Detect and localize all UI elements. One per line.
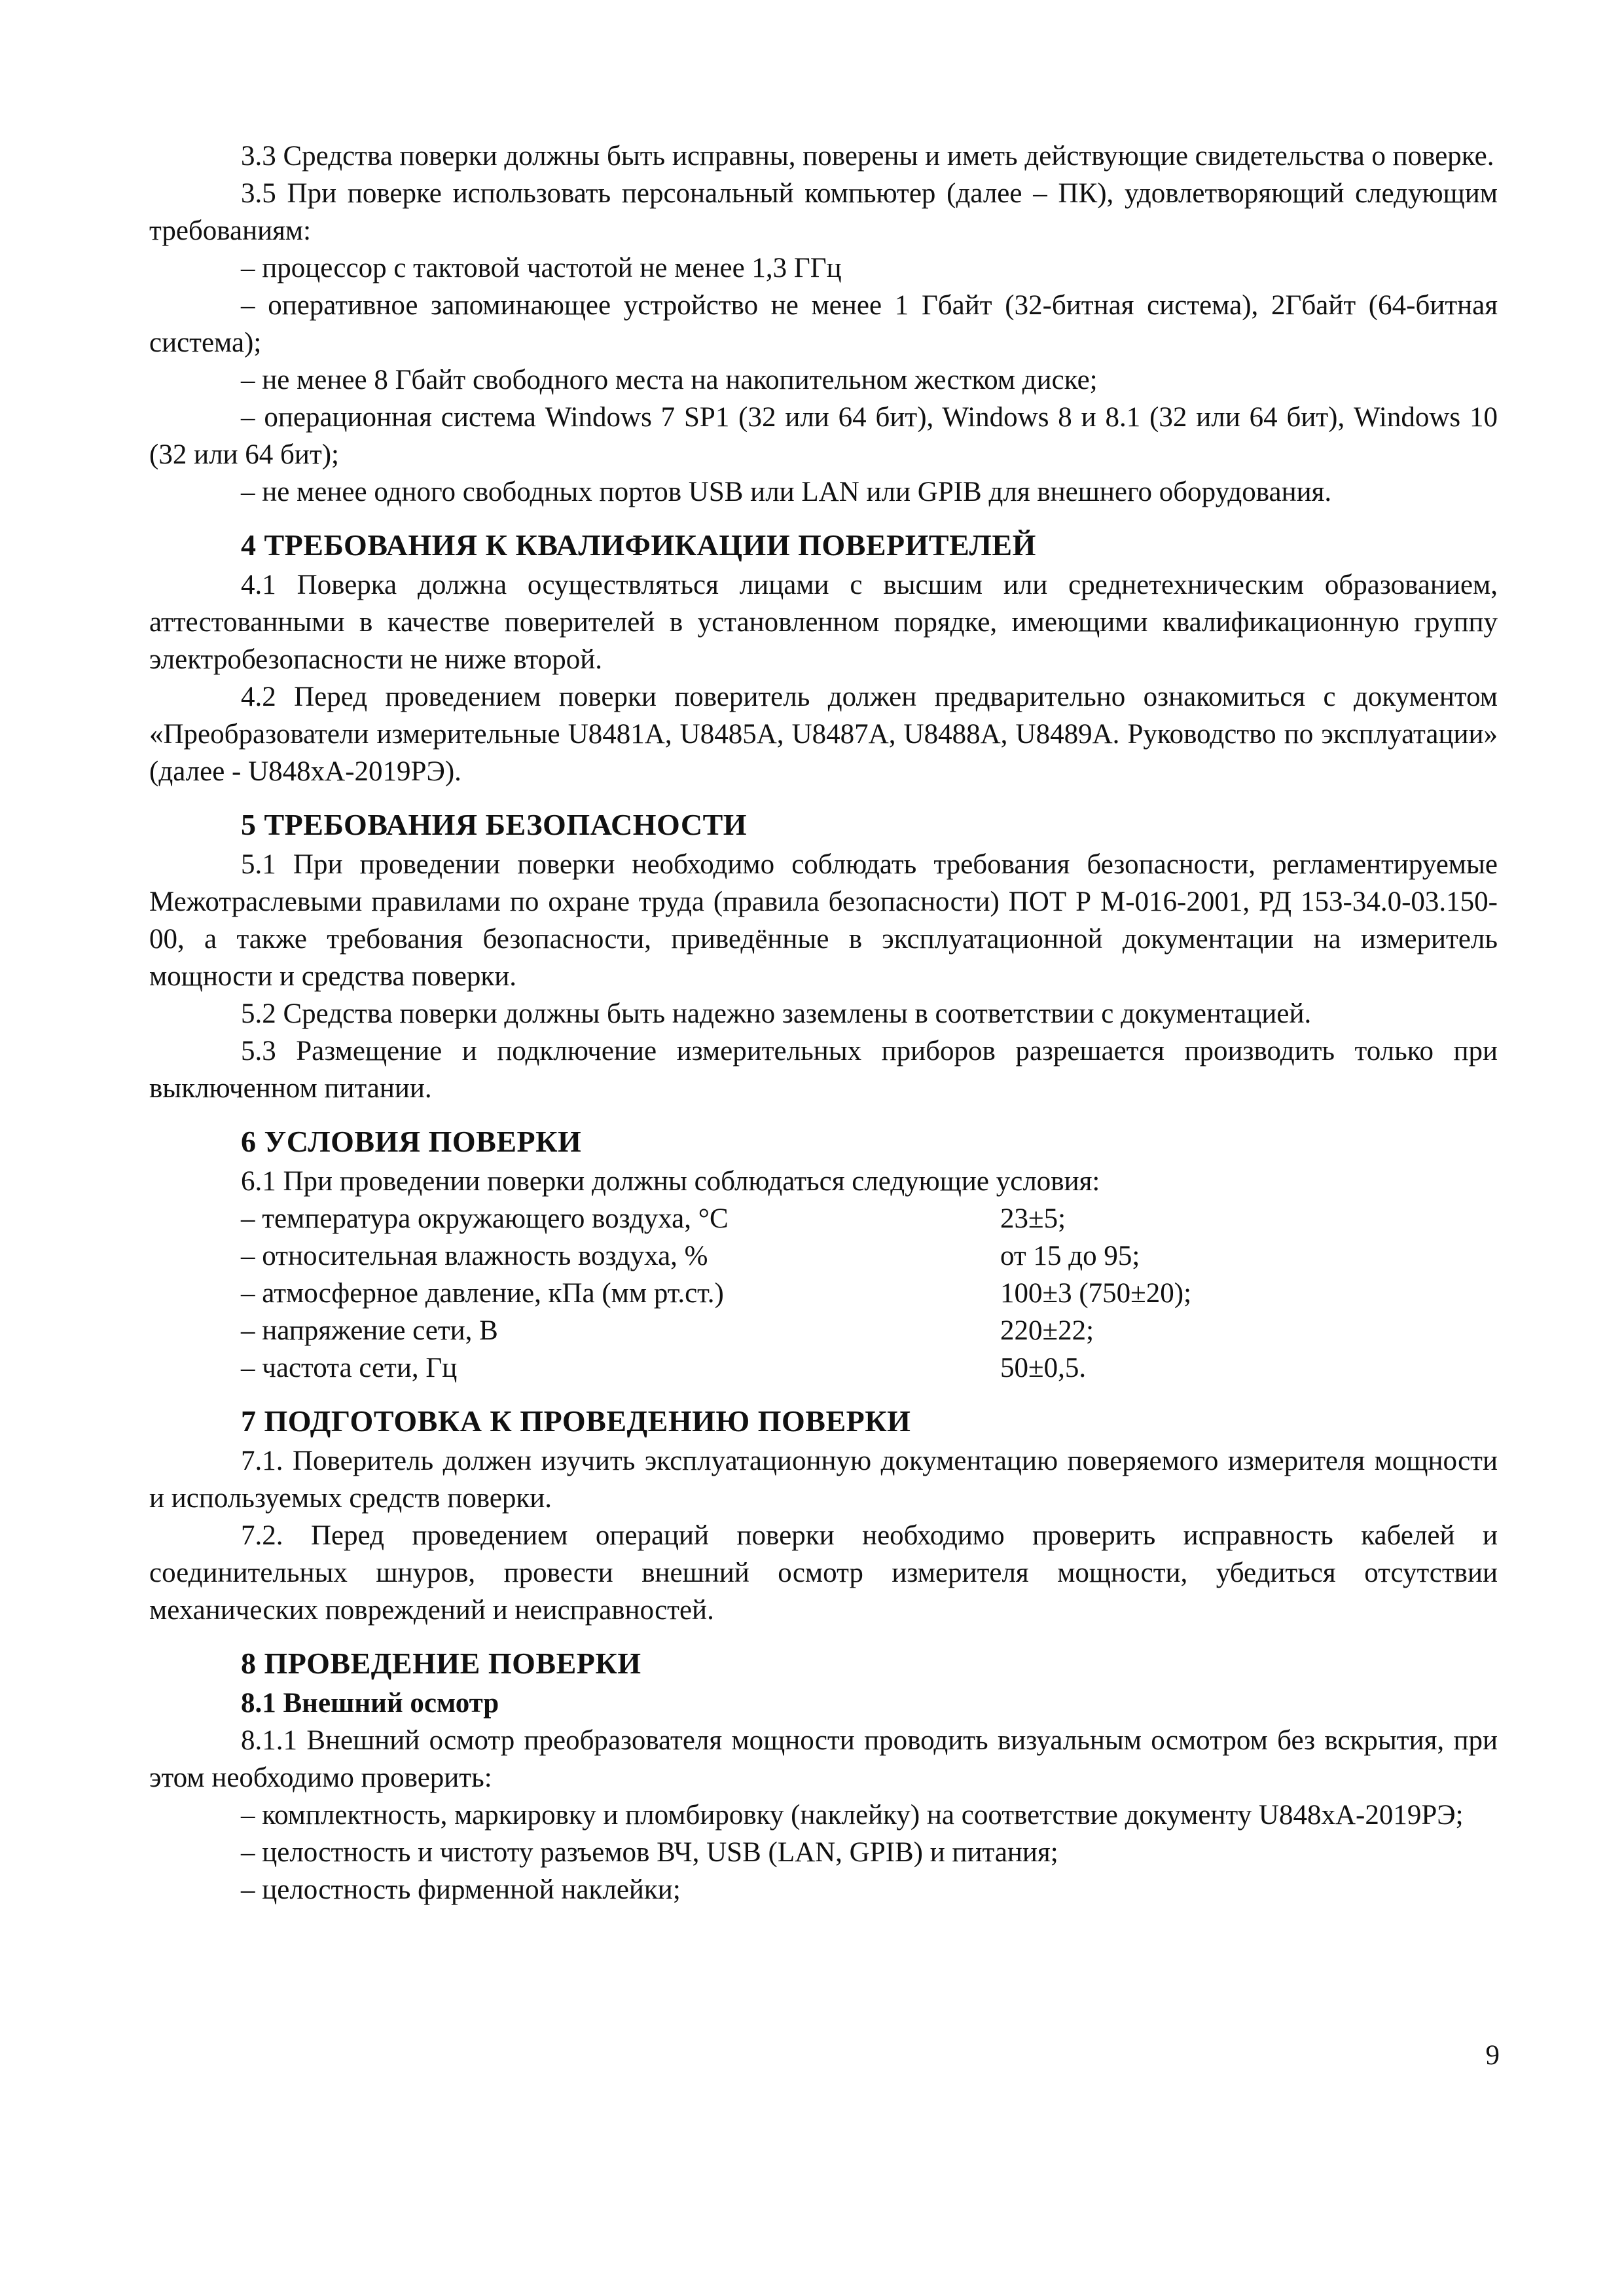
paragraph-6-1: 6.1 При проведении поверки должны соблюдаться следующие условия: <box>241 1166 1100 1197</box>
paragraph-3-5: 3.5 При поверке использовать персональный компьютер (далее – ПК), удовлетворяющий следующим требованиям: <box>149 178 1498 246</box>
condition-label: – частота сети, Гц <box>241 1353 458 1383</box>
section-7-heading: 7 ПОДГОТОВКА К ПРОВЕДЕНИЮ ПОВЕРКИ <box>241 1404 911 1438</box>
paragraph-5-1: 5.1 При проведении поверки необходимо соблюдать требования безопасности, регламентируемые Межотраслевыми правилами по охране труда (правила безопасности) ПОТ Р М-016-2001, РД 153-34.0-03.150-00, а также требования безопасности, приведённые в эксплуатационной документации на измеритель мощности и средства поверки. <box>149 849 1498 992</box>
conditions-table <box>241 1200 1498 1387</box>
paragraph-4-1: 4.1 Поверка должна осуществляться лицами с высшим или среднетехническим образованием, аттестованными в качестве поверителей в установленном порядке, имеющими квалификационную группу электробезопасности не ниже второй. <box>149 570 1498 675</box>
list-item: – целостность фирменной наклейки; <box>241 1874 681 1905</box>
section-4-heading: 4 ТРЕБОВАНИЯ К КВАЛИФИКАЦИИ ПОВЕРИТЕЛЕЙ <box>241 528 1036 562</box>
condition-label: – напряжение сети, В <box>241 1315 498 1346</box>
list-item: – не менее одного свободных портов USB или LAN или GPIB для внешнего оборудования. <box>241 477 1332 507</box>
condition-value: 100±3 (750±20); <box>1000 1278 1192 1309</box>
list-item: – операционная система Windows 7 SP1 (32 или 64 бит), Windows 8 и 8.1 (32 или 64 бит), Windows 10 (32 или 64 бит); <box>149 402 1498 470</box>
section-8-heading: 8 ПРОВЕДЕНИЕ ПОВЕРКИ <box>241 1647 641 1680</box>
paragraph-5-3: 5.3 Размещение и подключение измерительных приборов разрешается производить только при выключенном питании. <box>149 1036 1498 1104</box>
list-item: – оперативное запоминающее устройство не менее 1 Гбайт (32-битная система), 2Гбайт (64-битная система); <box>149 290 1498 358</box>
list-item: – комплектность, маркировку и пломбировку (наклейку) на соответствие документу U848xA-2019РЭ; <box>241 1800 1464 1831</box>
subsection-8-1-heading: 8.1 Внешний осмотр <box>241 1688 499 1719</box>
section-6-heading: 6 УСЛОВИЯ ПОВЕРКИ <box>241 1125 582 1158</box>
paragraph-7-2: 7.2. Перед проведением операций поверки необходимо проверить исправность кабелей и соединительных шнуров, провести внешний осмотр измерителя мощности, убедиться отсутствии механических повреждений и неисправностей. <box>149 1520 1498 1626</box>
list-item: – не менее 8 Гбайт свободного места на накопительном жестком диске; <box>241 365 1098 395</box>
section-5-heading: 5 ТРЕБОВАНИЯ БЕЗОПАСНОСТИ <box>241 808 748 841</box>
page-number: 9 <box>1485 2040 1500 2071</box>
condition-label: – относительная влажность воздуха, % <box>241 1241 708 1271</box>
condition-value: 23±5; <box>1000 1203 1066 1234</box>
condition-label: – температура окружающего воздуха, °С <box>241 1203 729 1234</box>
condition-value: 50±0,5. <box>1000 1353 1087 1383</box>
condition-value: 220±22; <box>1000 1315 1094 1346</box>
paragraph-5-2: 5.2 Средства поверки должны быть надежно заземлены в соответствии с документацией. <box>241 998 1312 1029</box>
paragraph-4-2: 4.2 Перед проведением поверки поверитель должен предварительно ознакомиться с документом «Преобразователи измерительные U8481A, U8485A, U8487A, U8488A, U8489A. Руководство по эксплуатации» (далее - U848xA-2019РЭ). <box>149 682 1498 787</box>
paragraph-7-1: 7.1. Поверитель должен изучить эксплуатационную документацию поверяемого измерителя мощности и используемых средств поверки. <box>149 1446 1498 1514</box>
list-item: – процессор с тактовой частотой не менее 1,3 ГГц <box>241 253 842 283</box>
condition-value: от 15 до 95; <box>1000 1241 1140 1271</box>
paragraph-3-3: 3.3 Средства поверки должны быть исправны, поверены и иметь действующие свидетельства о поверке. <box>241 141 1494 172</box>
condition-label: – атмосферное давление, кПа (мм рт.ст.) <box>241 1278 724 1309</box>
list-item: – целостность и чистоту разъемов ВЧ, USB (LAN, GPIB) и питания; <box>241 1837 1058 1868</box>
paragraph-8-1-1: 8.1.1 Внешний осмотр преобразователя мощности проводить визуальным осмотром без вскрытия, при этом необходимо проверить: <box>149 1725 1498 1793</box>
document-page <box>149 137 1498 1908</box>
